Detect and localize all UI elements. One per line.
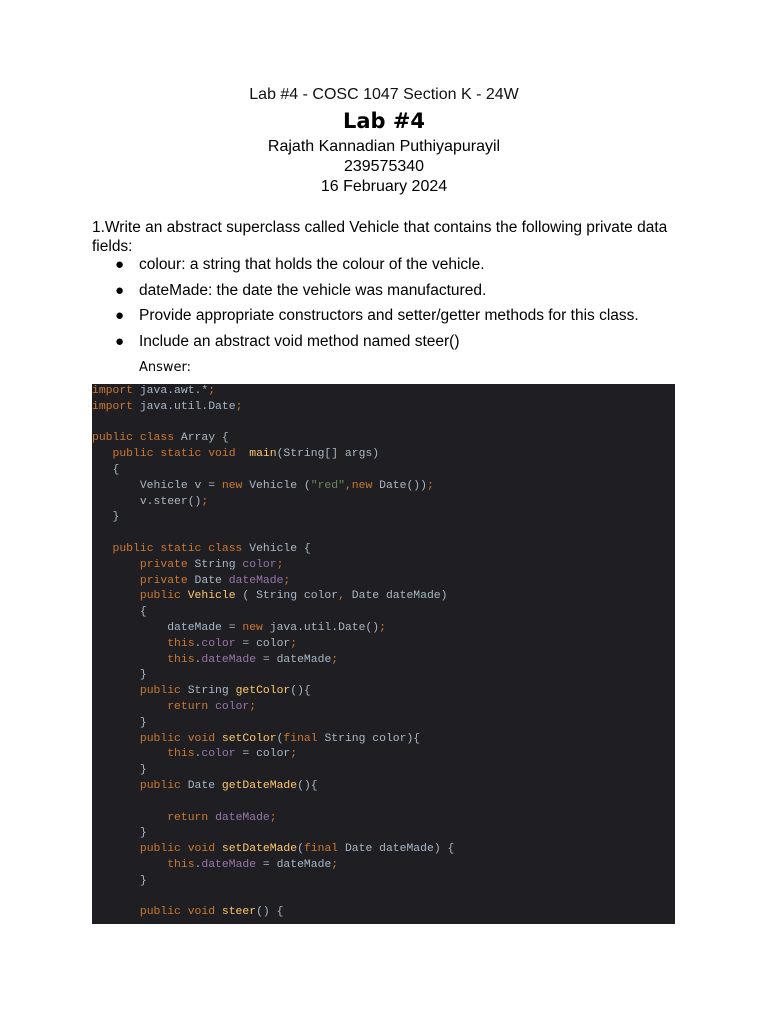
list-item-text: Provide appropriate constructors and setter/getter methods for this class. — [139, 307, 639, 324]
code-token: } — [92, 874, 147, 887]
code-token: "red" — [310, 479, 345, 492]
code-line — [92, 668, 147, 684]
code-line — [92, 621, 386, 637]
code-token: = dateMade — [262, 859, 332, 871]
code-token: ; — [290, 748, 298, 761]
code-token: final — [283, 732, 325, 745]
code-token: ( — [297, 843, 304, 856]
code-line — [92, 858, 338, 874]
code-token: getDateMade — [221, 780, 298, 792]
code-token: color — [242, 558, 277, 571]
list-item — [92, 282, 692, 308]
code-line — [92, 779, 318, 795]
code-token: ; — [208, 385, 216, 397]
list-item-text: Include an abstract void method named steer() — [139, 332, 460, 350]
code-token: } — [92, 764, 147, 777]
code-token: private — [139, 574, 195, 587]
code-token: } — [92, 511, 120, 524]
requirements-list — [92, 256, 692, 358]
code-line — [92, 542, 311, 558]
code-token: import — [92, 385, 134, 397]
code-line — [92, 874, 147, 890]
code-token: Vehicle { — [249, 543, 311, 555]
code-token: steer — [221, 906, 257, 919]
code-token: java.util.Date — [133, 400, 236, 413]
code-token — [92, 733, 140, 745]
code-token: getColor — [235, 685, 291, 698]
code-token: public void — [139, 843, 222, 856]
code-line — [92, 653, 338, 669]
code-token: { — [92, 464, 120, 476]
code-token: this — [167, 748, 195, 761]
code-token: public class — [92, 432, 181, 445]
code-token: dateMade — [201, 859, 263, 871]
code-token — [92, 575, 140, 587]
code-token: (){ — [297, 780, 318, 792]
code-token: = color — [242, 637, 291, 650]
code-token: this — [167, 637, 195, 650]
code-token: public — [139, 590, 188, 603]
code-token: { — [92, 606, 147, 619]
code-line — [92, 463, 119, 479]
code-token: . — [194, 748, 202, 761]
code-token: new — [351, 479, 380, 492]
code-token: color — [201, 637, 243, 650]
code-token: setDateMade — [221, 843, 298, 856]
code-token: ; — [283, 574, 291, 587]
code-token: new — [221, 479, 250, 492]
code-line — [92, 384, 215, 400]
code-token: Date dateMade) — [351, 590, 448, 603]
code-token: final — [303, 843, 345, 856]
code-token: ; — [269, 811, 277, 824]
code-token: public void — [139, 732, 222, 745]
list-item-text: dateMade: the date the vehicle was manufactured. — [139, 281, 487, 299]
answer-label: Answer: — [139, 360, 192, 375]
code-token: Date()) — [379, 479, 427, 492]
code-line — [92, 811, 277, 827]
code-token: String — [194, 558, 243, 571]
code-token: this — [167, 859, 195, 871]
bullet-icon: ● — [115, 332, 125, 350]
code-token: main — [249, 448, 277, 461]
code-token: } — [92, 827, 147, 840]
code-line — [92, 905, 283, 921]
code-token: this — [167, 653, 195, 666]
author-name: Rajath Kannadian Puthiyapurayil — [267, 138, 501, 155]
course-line: Lab #4 - COSC 1047 Section K - 24W — [249, 86, 519, 103]
code-token: Array { — [180, 432, 229, 445]
code-token: dateMade = — [92, 622, 243, 634]
code-token: setColor — [221, 732, 277, 745]
code-token — [92, 859, 167, 871]
code-token: import — [92, 400, 134, 413]
code-token: ; — [276, 558, 284, 571]
code-token: color — [201, 748, 243, 761]
code-line — [92, 700, 256, 716]
code-token: dateMade — [228, 574, 284, 587]
code-line — [92, 510, 119, 526]
code-token: ; — [235, 400, 243, 413]
code-token: dateMade — [215, 811, 270, 824]
code-token: ( — [276, 732, 284, 745]
code-token: ; — [426, 479, 434, 492]
code-token: public static class — [112, 543, 250, 555]
code-token: , — [338, 590, 352, 603]
code-token — [92, 685, 140, 697]
code-token — [92, 559, 140, 571]
code-token — [92, 812, 167, 824]
code-token: ; — [201, 495, 209, 508]
code-line — [92, 400, 242, 416]
code-line — [92, 637, 297, 653]
code-token: , — [344, 479, 352, 492]
code-token: } — [92, 716, 147, 729]
code-token: Date dateMade) { — [344, 843, 455, 856]
code-token: ; — [249, 701, 257, 713]
code-token — [92, 543, 113, 555]
list-item — [92, 307, 692, 333]
code-token — [92, 780, 140, 792]
code-token: ; — [331, 653, 339, 666]
code-line — [92, 558, 283, 574]
code-token: Vehicle ( — [249, 479, 311, 492]
code-token: Vehicle — [187, 590, 243, 603]
code-line — [92, 826, 147, 842]
code-token — [92, 590, 140, 602]
code-token — [92, 654, 167, 666]
bullet-icon: ● — [115, 281, 125, 299]
code-token: = color — [242, 748, 291, 761]
code-line — [92, 589, 447, 605]
code-token: . — [194, 859, 202, 871]
code-token: Date — [194, 574, 229, 587]
code-token — [92, 448, 113, 460]
code-token: ; — [331, 859, 339, 871]
code-token — [92, 843, 140, 855]
code-token: java.util.Date() — [269, 622, 380, 634]
code-token: public — [139, 685, 188, 698]
code-line — [92, 574, 290, 590]
code-token: private — [139, 558, 195, 571]
code-line — [92, 479, 434, 495]
code-token: ( String color — [242, 590, 339, 603]
code-token: () { — [256, 906, 284, 919]
code-line — [92, 431, 229, 447]
code-line — [92, 447, 379, 463]
code-token: ; — [290, 637, 298, 650]
code-token: . — [194, 637, 202, 650]
code-token: . — [194, 653, 202, 666]
code-block — [92, 384, 675, 924]
code-token — [92, 906, 140, 918]
code-token — [92, 748, 167, 760]
code-token: v.steer() — [92, 495, 202, 508]
code-token: (){ — [290, 685, 311, 698]
code-token — [92, 701, 167, 713]
code-line — [92, 684, 311, 700]
code-token: public static void — [112, 448, 250, 461]
code-line — [92, 732, 420, 748]
code-token: (String[] args) — [276, 448, 380, 461]
code-token: java.awt.* — [133, 385, 209, 397]
list-item — [92, 256, 692, 282]
list-item — [92, 333, 692, 359]
code-token: return — [167, 811, 216, 824]
question-text: 1.Write an abstract superclass called Vehicle that contains the following private data fields: — [92, 219, 668, 255]
submission-date: 16 February 2024 — [320, 178, 448, 195]
code-line — [92, 605, 147, 621]
code-token — [92, 638, 167, 650]
list-item-text: colour: a string that holds the colour of the vehicle. — [139, 256, 485, 273]
code-line — [92, 763, 147, 779]
code-token: } — [92, 669, 147, 682]
code-line — [92, 747, 297, 763]
code-token: Vehicle v = — [92, 479, 222, 492]
bullet-icon: ● — [115, 256, 125, 273]
code-token: String — [187, 685, 236, 698]
code-token: dateMade — [201, 653, 263, 666]
code-token: return — [167, 701, 216, 713]
code-token: String color){ — [324, 732, 421, 745]
student-id: 239575340 — [343, 158, 425, 175]
page-title: Lab #4 — [342, 109, 426, 133]
code-token: ; — [379, 622, 386, 634]
code-line — [92, 842, 454, 858]
code-token: public — [139, 780, 188, 792]
code-token: public void — [139, 906, 222, 919]
code-line — [92, 716, 147, 732]
code-token: new — [242, 622, 270, 634]
code-line — [92, 495, 208, 511]
code-token: Date — [187, 780, 222, 792]
code-token: = dateMade — [262, 653, 332, 666]
bullet-icon: ● — [115, 307, 125, 324]
code-token: color — [215, 701, 250, 713]
